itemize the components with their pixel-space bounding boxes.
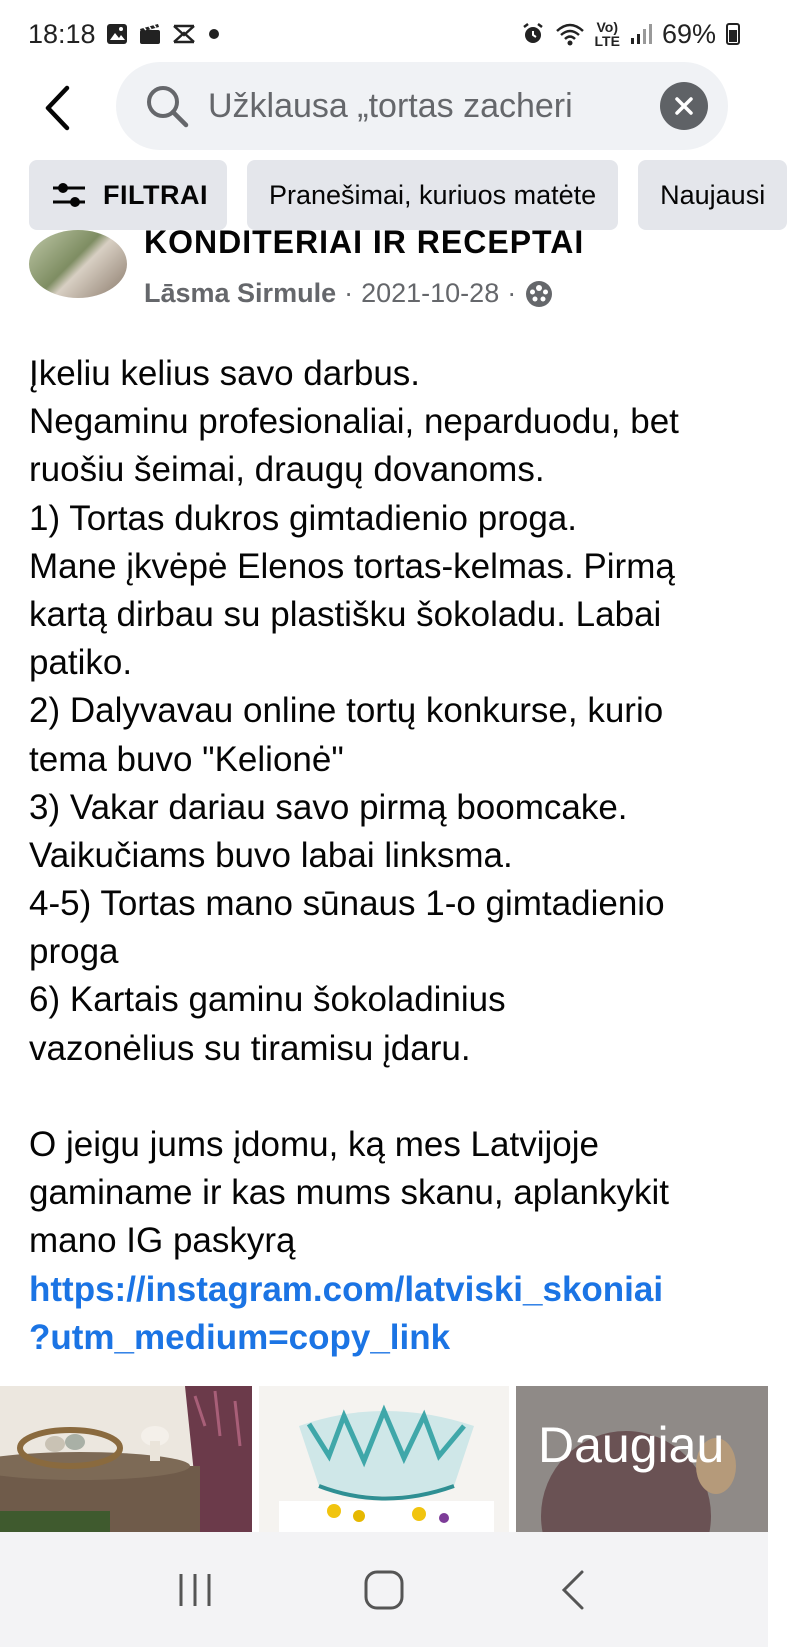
post-text-line: vazonėlius su tiramisu įdaru.	[29, 1028, 471, 1068]
instagram-link[interactable]: https://instagram.com/latviski_skoniai	[29, 1269, 664, 1309]
post-text-line: patiko.	[29, 643, 133, 683]
author-name[interactable]: Lāsma Sirmule	[144, 278, 337, 308]
post-text-line: ruošiu šeimai, draugų dovanoms.	[29, 450, 545, 490]
filters-chip-label: FILTRAI	[103, 179, 208, 210]
volte-indicator: Vo) LTE	[594, 19, 620, 49]
sliders-icon	[51, 180, 87, 210]
seen-posts-chip-label: Pranešimai, kuriuos matėte	[269, 179, 597, 210]
home-icon	[362, 1568, 406, 1612]
system-navigation-bar	[0, 1532, 768, 1647]
newest-chip-label: Naujausi	[660, 179, 766, 210]
alarm-icon	[521, 22, 545, 46]
instagram-link-continued[interactable]: ?utm_medium=copy_link	[29, 1317, 451, 1357]
gallery-notification-icon	[106, 23, 128, 45]
close-icon	[674, 96, 694, 116]
more-photos-tile[interactable]	[516, 1386, 768, 1532]
chevron-left-icon	[558, 1568, 588, 1612]
status-bar	[0, 0, 768, 68]
search-header	[0, 62, 768, 154]
system-back-button[interactable]	[533, 1550, 613, 1630]
post-photos	[0, 1386, 768, 1532]
filter-chips	[29, 160, 768, 230]
group-name[interactable]: KONDITERIAI IR RECEPTAI	[144, 224, 585, 260]
post-text-line: Mane įkvėpė Elenos tortas-kelmas. Pirmą	[29, 546, 675, 586]
signal-icon	[630, 23, 652, 45]
post-text-line: 6) Kartais gaminu šokoladinius	[29, 980, 506, 1020]
avatar[interactable]	[29, 230, 127, 298]
post-text-line: gaminame ir kas mums skanu, aplankykit	[29, 1173, 669, 1213]
post-text-line: Įkeliu kelius savo darbus.	[29, 354, 421, 393]
back-arrow-icon	[42, 85, 72, 131]
stump-cake-image	[0, 1386, 252, 1532]
video-notification-icon	[138, 23, 162, 45]
post-body	[29, 350, 749, 1362]
search-query-text: Užklausa „tortas zacheri	[208, 86, 573, 125]
more-photos-label: Daugiau	[538, 1417, 725, 1473]
post-text-line: O jeigu jums įdomu, ką mes Latvijoje	[29, 1125, 599, 1164]
post-text-line: 4-5) Tortas mano sūnaus 1-o gimtadienio	[29, 884, 665, 924]
home-button[interactable]	[344, 1550, 424, 1630]
tray-notification-icon	[172, 24, 196, 44]
search-icon	[144, 83, 190, 129]
battery-icon	[726, 23, 740, 45]
post-text-line: 3) Vakar dariau savo pirmą boomcake.	[29, 787, 628, 827]
recent-apps-button[interactable]	[155, 1550, 235, 1630]
post-meta	[144, 278, 554, 309]
post-text-line: proga	[29, 932, 119, 972]
filters-chip[interactable]	[29, 160, 227, 230]
back-button[interactable]	[22, 62, 92, 154]
status-time: 18:18	[28, 18, 96, 49]
seen-posts-chip[interactable]	[247, 160, 618, 230]
post-text-line: Negaminu profesionaliai, neparduodu, bet	[29, 402, 679, 442]
post-text-line: 2) Dalyvavau online tortų konkurse, kurio	[29, 691, 664, 731]
clear-search-button[interactable]	[660, 82, 708, 130]
meta-separator: ·	[507, 278, 517, 308]
battery-percentage: 69%	[661, 18, 716, 49]
post-text-line: Vaikučiams buvo labai linksma.	[29, 835, 513, 875]
post-text-line: 1) Tortas dukros gimtadienio proga.	[29, 498, 577, 538]
post-header	[29, 224, 749, 330]
group-audience-icon	[524, 279, 554, 309]
notification-dot-icon	[206, 26, 222, 42]
photo-boomcake[interactable]	[259, 1386, 509, 1532]
recent-apps-icon	[175, 1570, 215, 1610]
photo-stump-cake[interactable]	[0, 1386, 252, 1532]
newest-chip[interactable]	[638, 160, 787, 230]
post-text-line: kartą dirbau su plastišku šokoladu. Labai	[29, 594, 662, 634]
post-text-line: tema buvo "Kelionė"	[29, 739, 344, 779]
post-text-line: mano IG paskyrą	[29, 1221, 296, 1261]
search-input[interactable]	[116, 62, 728, 150]
meta-separator: ·	[344, 278, 354, 308]
wifi-icon	[555, 22, 585, 46]
boomcake-image	[259, 1386, 509, 1532]
post-date[interactable]: 2021-10-28	[361, 278, 500, 308]
post-text-line	[29, 1073, 749, 1121]
